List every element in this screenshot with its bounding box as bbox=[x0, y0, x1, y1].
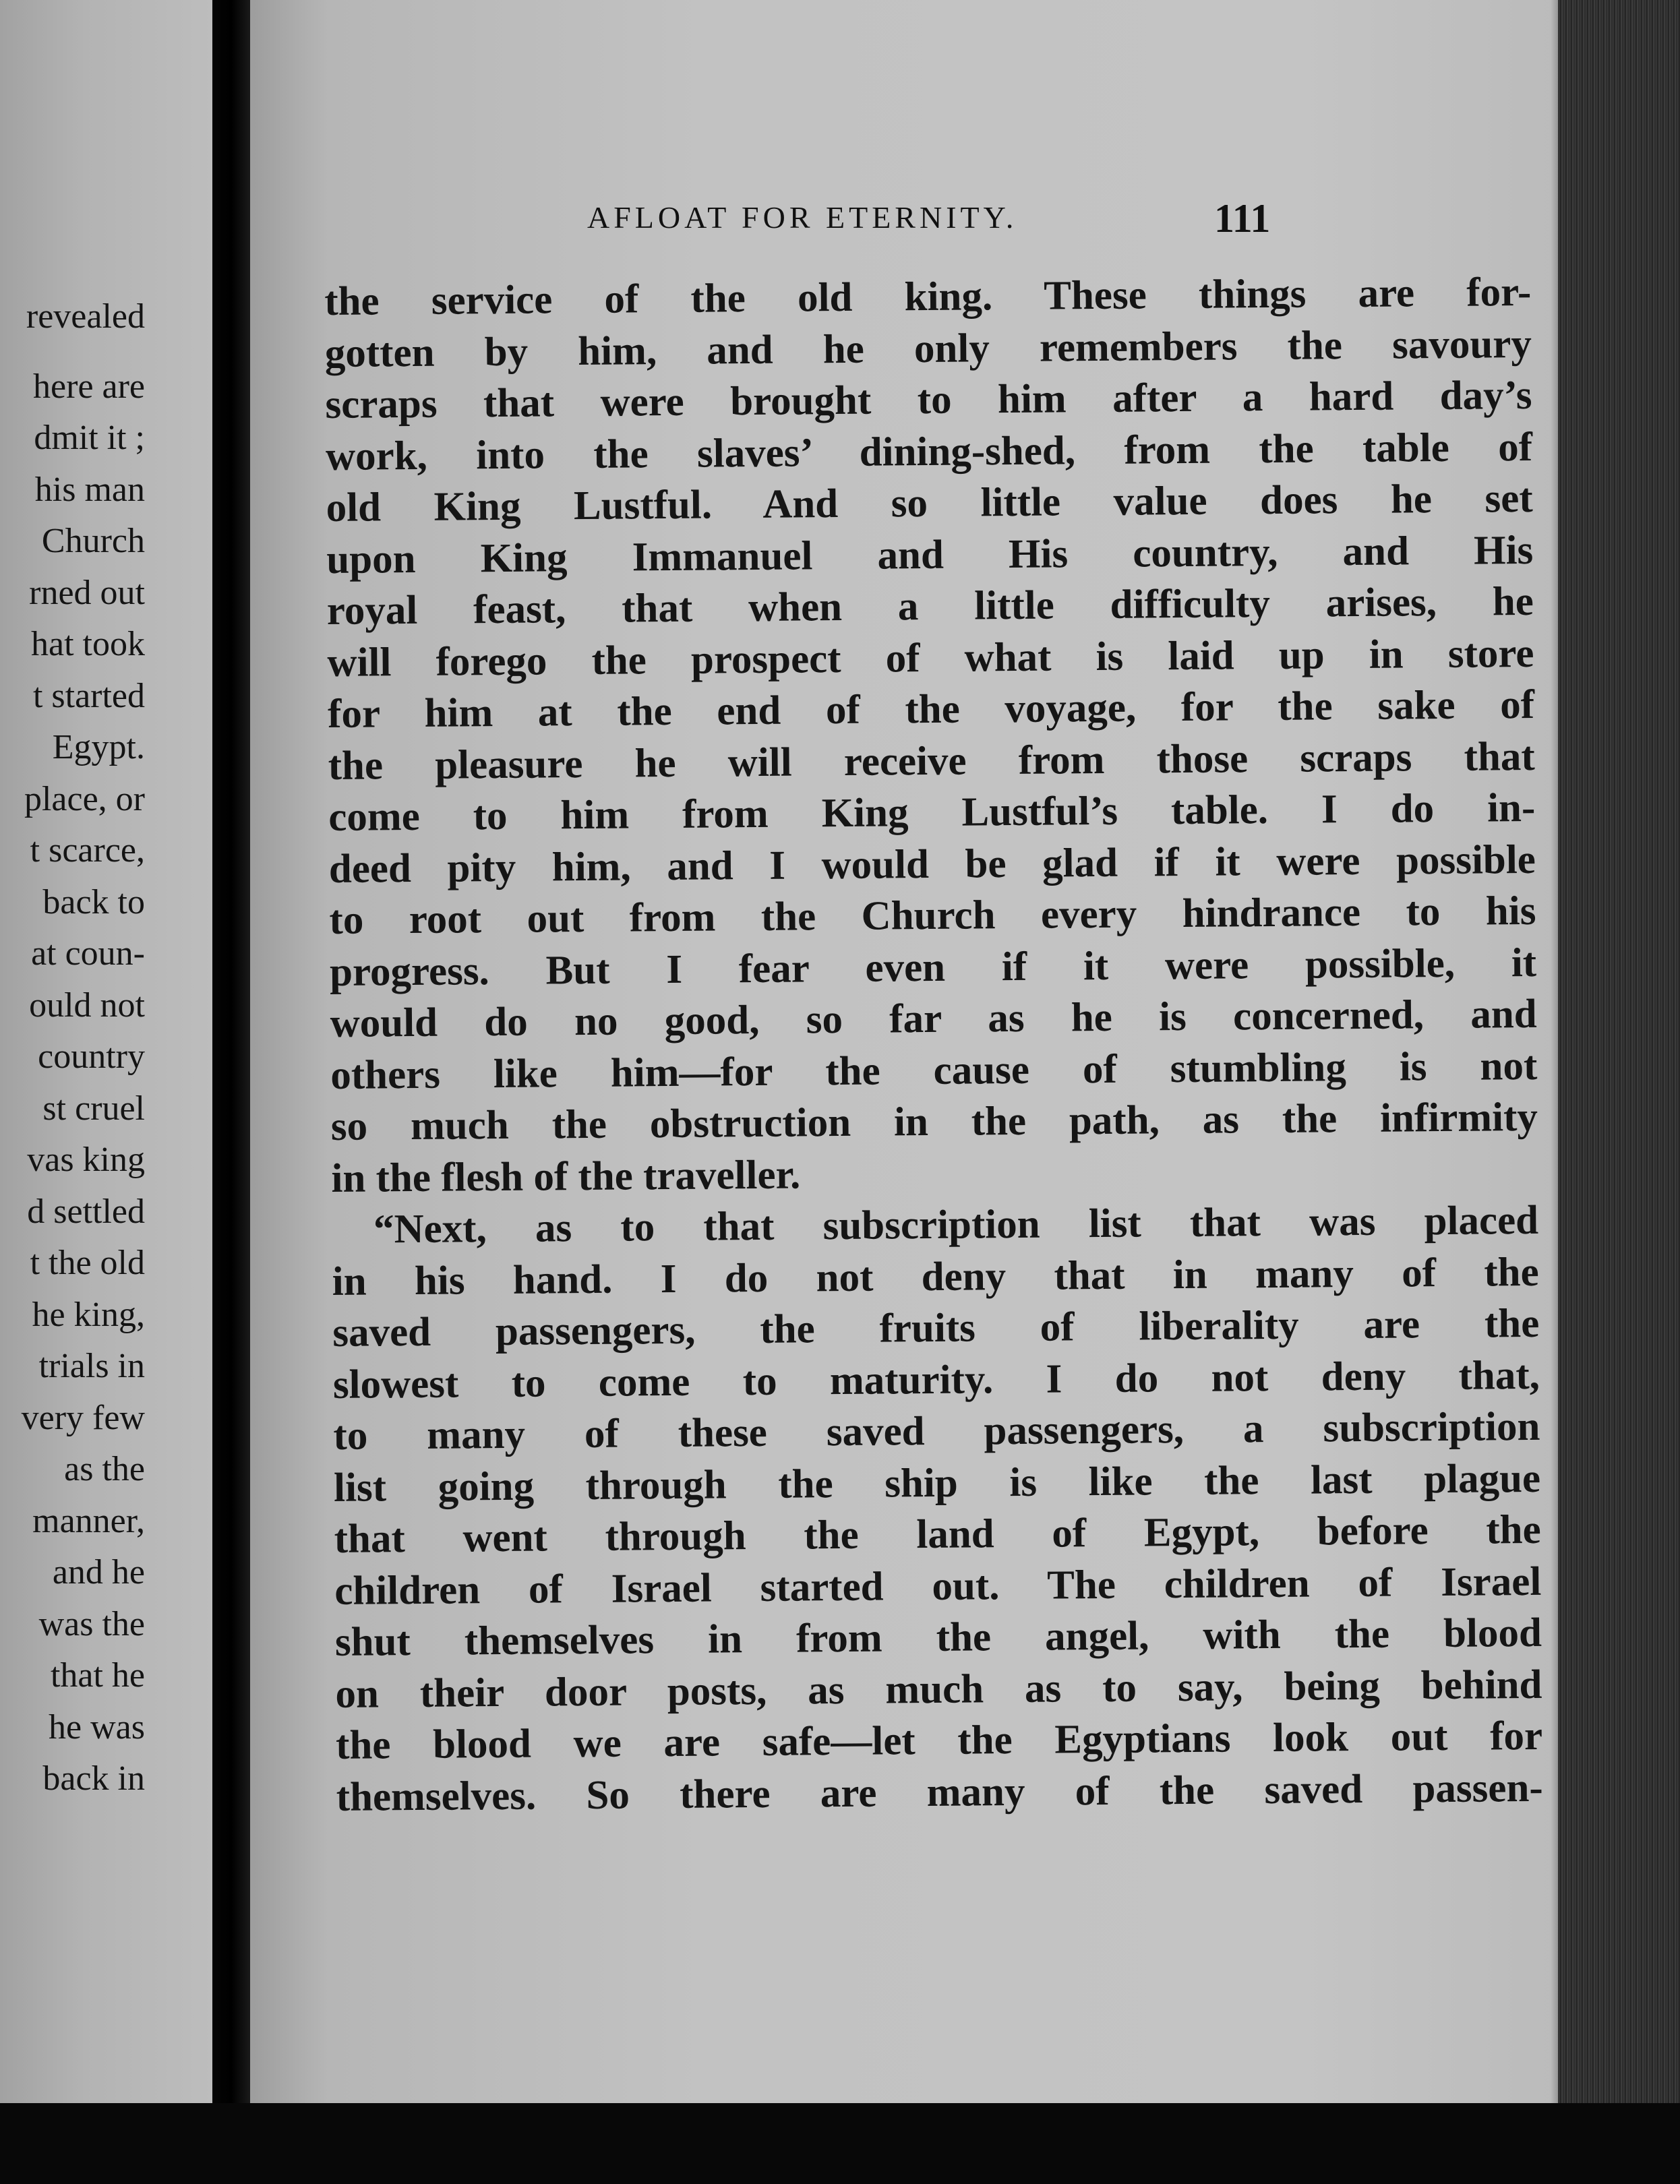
text-line: on their door posts, as much as to say, being behind bbox=[335, 1662, 1542, 1717]
text-line: ould not bbox=[29, 985, 145, 1025]
text-line: work, into the slaves’ dining-shed, from the table of bbox=[325, 424, 1533, 479]
text-line: t scarce, bbox=[30, 831, 145, 870]
text-line: and he bbox=[52, 1553, 145, 1591]
text-line: in his hand. I do not deny that in many of the bbox=[332, 1249, 1539, 1304]
text-line: old King Lustful. And so little value does he set bbox=[326, 475, 1533, 530]
text-line: Egypt. bbox=[52, 728, 145, 766]
text-line: so much the obstruction in the path, as the infirmity bbox=[330, 1094, 1538, 1149]
text-line: that went through the land of Egypt, before the bbox=[334, 1507, 1541, 1562]
text-line: upon King Immanuel and His country, and His bbox=[326, 527, 1534, 582]
text-line: shut themselves in from the angel, with the blood bbox=[334, 1610, 1542, 1665]
text-line: come to him from King Lustful’s table. I do in- bbox=[328, 785, 1536, 840]
text-line: for him at the end of the voyage, for the sake of bbox=[327, 681, 1535, 737]
paragraph-first-line: “Next, as to that subscription list that was placed bbox=[373, 1197, 1539, 1252]
running-head bbox=[250, 196, 1558, 253]
text-line: manner, bbox=[32, 1501, 145, 1540]
text-line: to many of these saved passengers, a subscription bbox=[333, 1403, 1540, 1459]
text-line: he king, bbox=[32, 1295, 145, 1334]
text-line: dmit it ; bbox=[34, 419, 145, 457]
text-line: the service of the old king. These things are for- bbox=[324, 269, 1532, 324]
text-line: Church bbox=[41, 522, 145, 560]
text-line: t the old bbox=[30, 1244, 145, 1282]
text-line: gotten by him, and he only remembers the savoury bbox=[324, 321, 1532, 376]
text-line: very few bbox=[21, 1398, 145, 1437]
text-line: slowest to come to maturity. I do not deny that, bbox=[332, 1352, 1540, 1407]
book-gutter bbox=[212, 0, 250, 2130]
text-line: rned out bbox=[29, 573, 145, 612]
text-line: deed pity him, and I would be glad if it were possible bbox=[328, 837, 1536, 892]
paragraph-last-line: in the flesh of the traveller. bbox=[331, 1151, 801, 1201]
text-line: t started bbox=[32, 676, 145, 715]
page-number: 111 bbox=[1214, 196, 1271, 241]
text-line: scraps that were brought to him after a hard day’s bbox=[325, 372, 1532, 427]
text-line: he was bbox=[49, 1707, 145, 1747]
text-line: at coun- bbox=[31, 934, 145, 973]
book-fore-edge bbox=[1558, 0, 1680, 2123]
text-line: to root out from the Church every hindrance to his bbox=[329, 888, 1536, 943]
text-line: progress. But I fear even if it were possible, it bbox=[329, 940, 1537, 995]
scan-border bbox=[0, 2103, 1680, 2184]
text-line: was the bbox=[38, 1604, 145, 1643]
text-line: st cruel bbox=[42, 1089, 145, 1128]
text-line: children of Israel started out. The children of Israel bbox=[334, 1558, 1542, 1614]
previous-page-fragment bbox=[0, 0, 212, 2103]
text-line: would do no good, so far as he is concerned, and bbox=[330, 991, 1537, 1046]
text-line: themselves. So there are many of the saved passen- bbox=[336, 1765, 1543, 1820]
text-line: revealed bbox=[26, 297, 145, 336]
text-line: the blood we are safe—let the Egyptians look out for bbox=[335, 1713, 1543, 1768]
text-line: d settled bbox=[27, 1192, 145, 1231]
text-line: that he bbox=[50, 1656, 145, 1695]
text-line: will forego the prospect of what is laid up in store bbox=[327, 630, 1534, 686]
text-line: place, or bbox=[24, 779, 145, 818]
text-line: country bbox=[38, 1037, 145, 1076]
previous-page-text bbox=[0, 291, 145, 1805]
text-line: his man bbox=[34, 470, 145, 509]
text-line: list going through the ship is like the last plague bbox=[333, 1455, 1541, 1511]
text-line: back in bbox=[42, 1759, 145, 1798]
text-line: saved passengers, the fruits of liberality are the bbox=[332, 1300, 1540, 1356]
text-line: as the bbox=[64, 1450, 145, 1488]
text-line: others like him—for the cause of stumbling is not bbox=[330, 1043, 1538, 1098]
page-body-text bbox=[324, 267, 1543, 1823]
text-line: royal feast, that when a little difficulty arises, he bbox=[326, 578, 1534, 634]
text-line: hat took bbox=[31, 625, 145, 663]
text-line: trials in bbox=[38, 1347, 145, 1385]
running-head-title: AFLOAT FOR ETERNITY. bbox=[587, 200, 1018, 235]
text-line: back to bbox=[42, 882, 145, 921]
current-page bbox=[250, 0, 1558, 2103]
text-line: the pleasure he will receive from those scraps that bbox=[328, 733, 1535, 789]
text-line: vas king bbox=[27, 1141, 145, 1179]
text-line: here are bbox=[33, 367, 145, 406]
